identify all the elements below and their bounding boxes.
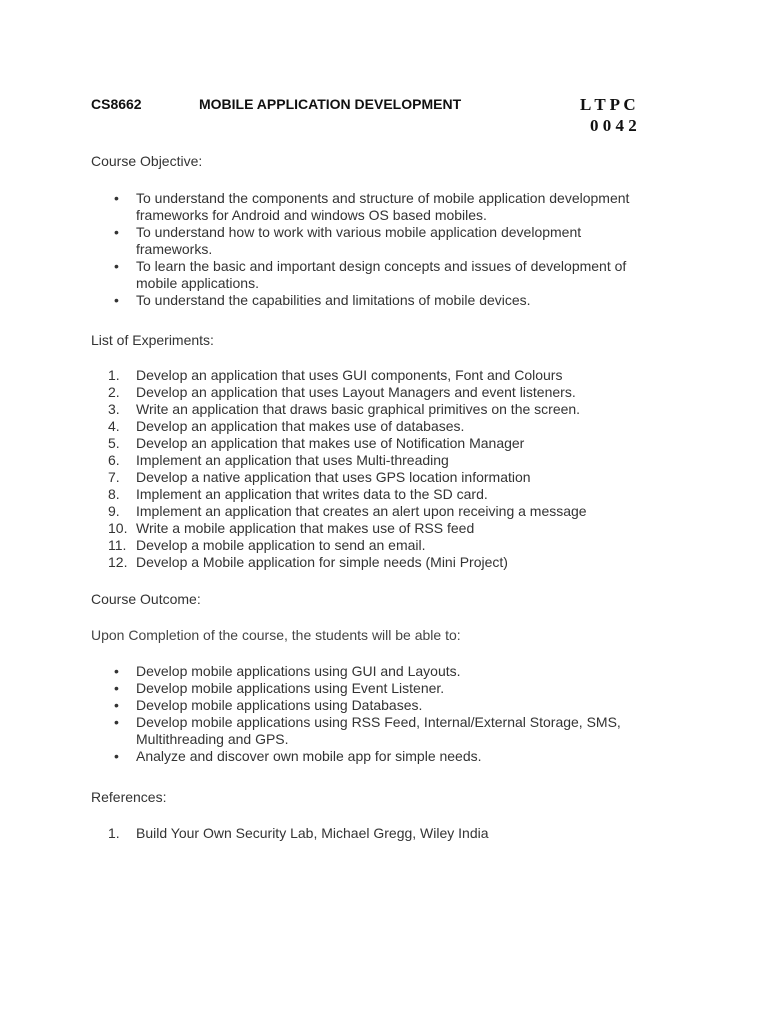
list-item: 6. Implement an application that uses Multi-threading [108, 452, 449, 468]
list-item: • Develop mobile applications using Databases. [114, 697, 423, 713]
bullet-icon: • [114, 748, 119, 764]
experiments-heading: List of Experiments: [91, 332, 214, 348]
outcome-heading: Course Outcome: [91, 591, 201, 607]
list-item: • Develop mobile applications using GUI and Layouts. [114, 663, 461, 679]
ltpc-values: 0 0 4 2 [590, 116, 637, 135]
list-item: 2. Develop an application that uses Layout Managers and event listeners. [108, 384, 576, 400]
references-heading: References: [91, 789, 167, 805]
list-item: 9. Implement an application that creates an alert upon receiving a message [108, 503, 587, 519]
bullet-icon: • [114, 190, 119, 206]
bullet-icon: • [114, 292, 119, 308]
list-item: 11. Develop a mobile application to send an email. [108, 537, 426, 553]
course-code: CS8662 [91, 96, 142, 112]
bullet-icon: • [114, 714, 119, 730]
objective-list [0, 190, 768, 309]
list-item: • Develop mobile applications using RSS Feed, Internal/External Storage, SMS, Multithreading and GPS. [114, 714, 621, 747]
objective-heading: Course Objective: [91, 153, 203, 169]
list-item: • Analyze and discover own mobile app for simple needs. [114, 748, 482, 764]
outcome-intro: Upon Completion of the course, the students will be able to: [91, 627, 461, 643]
bullet-icon: • [114, 224, 119, 240]
bullet-icon: • [114, 258, 119, 274]
ltpc-block [580, 94, 660, 136]
list-item: 1. Build Your Own Security Lab, Michael Gregg, Wiley India [108, 825, 489, 841]
list-item: • To understand how to work with various mobile application development frameworks. [114, 224, 582, 257]
ltpc-labels: L T P C [580, 95, 636, 114]
list-item: • To understand the capabilities and limitations of mobile devices. [114, 292, 531, 308]
list-item: • To understand the components and structure of mobile application development frameworks for Android and windows OS based mobiles. [114, 190, 630, 223]
list-item: 5. Develop an application that makes use of Notification Manager [108, 435, 525, 451]
references-list [0, 825, 768, 842]
list-item: 10. Write a mobile application that makes use of RSS feed [108, 520, 475, 536]
list-item: • To learn the basic and important design concepts and issues of development of mobile applications. [114, 258, 627, 291]
list-item: 1. Develop an application that uses GUI components, Font and Colours [108, 367, 563, 383]
experiments-list [0, 367, 768, 571]
list-item: • Develop mobile applications using Event Listener. [114, 680, 445, 696]
list-item: 3. Write an application that draws basic graphical primitives on the screen. [108, 401, 581, 417]
list-item: 4. Develop an application that makes use of databases. [108, 418, 465, 434]
outcome-list [0, 663, 768, 765]
bullet-icon: • [114, 663, 119, 679]
list-item: 12. Develop a Mobile application for simple needs (Mini Project) [108, 554, 508, 570]
course-title: MOBILE APPLICATION DEVELOPMENT [199, 96, 462, 112]
list-item: 7. Develop a native application that uses GPS location information [108, 469, 531, 485]
bullet-icon: • [114, 680, 119, 696]
list-item: 8. Implement an application that writes data to the SD card. [108, 486, 488, 502]
bullet-icon: • [114, 697, 119, 713]
